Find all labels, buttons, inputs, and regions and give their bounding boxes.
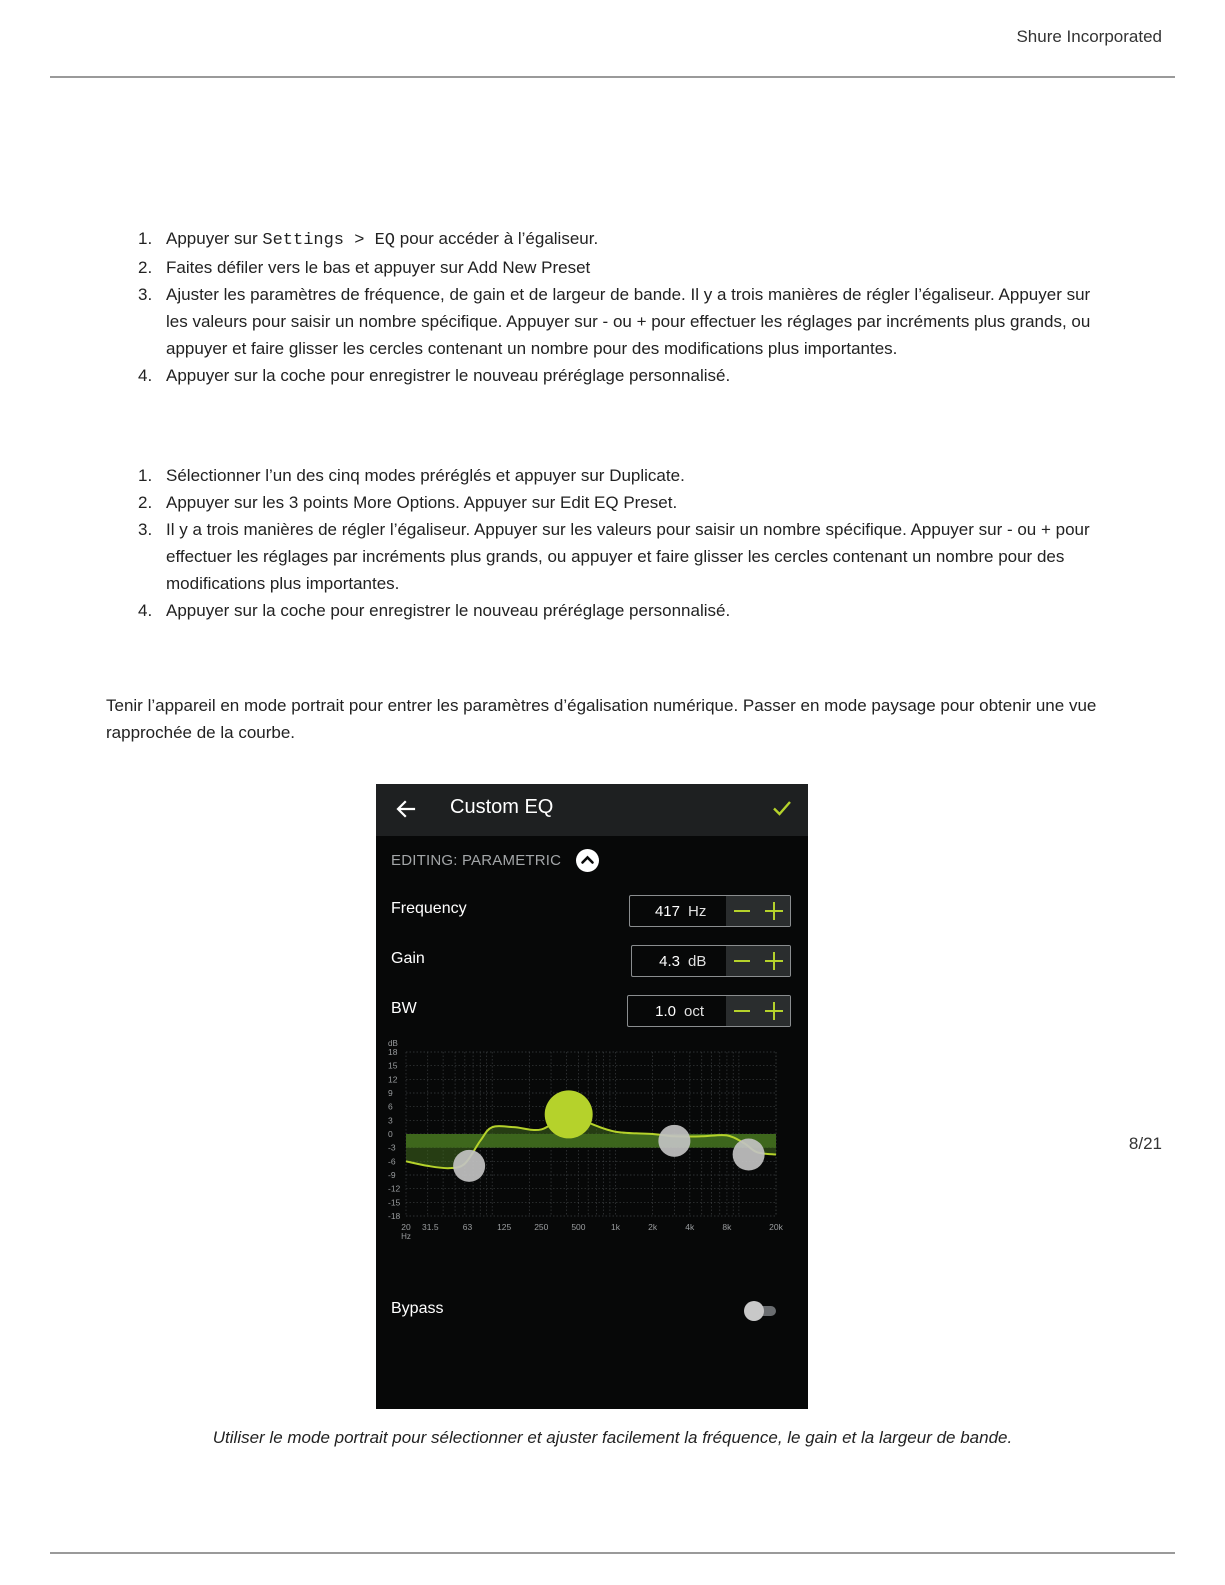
x-tick-label: 125: [497, 1222, 512, 1232]
y-tick-label: 18: [388, 1047, 398, 1057]
footer-rule: [50, 1552, 1175, 1554]
frequency-input[interactable]: 417: [654, 902, 680, 920]
bandwidth-input[interactable]: 1.0: [655, 1002, 676, 1020]
eq-curve-chart[interactable]: [376, 1036, 808, 1256]
y-tick-label: -12: [388, 1183, 401, 1194]
y-tick-label: -9: [388, 1170, 396, 1180]
minus-icon[interactable]: [726, 896, 758, 926]
step-text: Appuyer sur les 3 points More Options. Appuyer sur Edit EQ Preset.: [166, 493, 678, 512]
x-tick-label: 8k: [722, 1222, 732, 1232]
frequency-unit: Hz: [688, 902, 707, 920]
plus-icon[interactable]: [758, 996, 790, 1026]
list-item: [126, 362, 1116, 389]
y-tick-label: 15: [388, 1060, 398, 1071]
menu-path-code: Settings > EQ: [262, 231, 396, 250]
chevron-up-icon[interactable]: [576, 849, 599, 872]
y-tick-label: -6: [388, 1156, 396, 1167]
editing-mode-label: EDITING: PARAMETRIC: [391, 852, 562, 869]
step-text: pour accéder à l’égaliseur.: [395, 229, 599, 248]
add-preset-steps: [126, 225, 1116, 389]
plus-icon[interactable]: [758, 946, 790, 976]
screen-title: Custom EQ: [450, 796, 554, 818]
list-item: [126, 462, 1116, 489]
header-rule: [50, 76, 1175, 78]
y-tick-label: -18: [388, 1211, 401, 1221]
list-number: 3.: [138, 520, 153, 539]
y-tick-label: 6: [388, 1101, 393, 1112]
x-tick-label: 2k: [648, 1222, 658, 1232]
step-text: Appuyer sur la coche pour enregistrer le nouveau préréglage personnalisé.: [166, 366, 731, 385]
x-tick-label: 31.5: [422, 1222, 439, 1232]
intro-paragraph: Tenir l’appareil en mode portrait pour entrer les paramètres d’égalisation numérique. Passer en mode paysage pour obtenir une vue rapprochée de la courbe.: [106, 696, 1097, 742]
frequency-stepper: [629, 895, 791, 927]
eq-handle[interactable]: [733, 1139, 765, 1171]
list-number: 3.: [138, 285, 153, 304]
app-toolbar: [376, 784, 808, 836]
x-tick-label: 20: [401, 1222, 411, 1232]
list-number: 2.: [138, 258, 153, 277]
gain-label: Gain: [391, 950, 425, 967]
y-tick-label: -3: [388, 1142, 396, 1153]
x-tick-label: 63: [462, 1222, 473, 1232]
bandwidth-label: BW: [391, 1000, 417, 1017]
list-number: 4.: [138, 601, 153, 620]
list-number: 2.: [138, 493, 153, 512]
list-item: [126, 516, 1116, 597]
list-item: [126, 281, 1116, 362]
x-tick-label: 1k: [611, 1222, 621, 1232]
list-item: [126, 254, 1116, 281]
y-tick-label: 0: [388, 1129, 393, 1139]
x-tick-label: 250: [534, 1222, 549, 1232]
list-number: 1.: [138, 466, 153, 485]
eq-handle[interactable]: [453, 1150, 485, 1182]
step-text: Appuyer sur la coche pour enregistrer le nouveau préréglage personnalisé.: [166, 601, 731, 620]
minus-icon[interactable]: [726, 996, 758, 1026]
app-screenshot: [376, 784, 808, 1409]
bandwidth-stepper: [627, 995, 791, 1027]
gain-stepper: [631, 945, 791, 977]
bandwidth-unit: oct: [684, 1002, 705, 1020]
x-tick-label: 20k: [769, 1222, 783, 1232]
step-text: Ajuster les paramètres de fréquence, de gain et de largeur de bande. Il y a trois manières de régler l’égaliseur. Appuyer sur les valeurs pour saisir un nombre spécifique. Appuyer sur - ou + pour effectuer les réglages par incréments plus grands, ou appuyer et faire glisser les cercles contenant un nombre pour des modifications plus importantes.: [166, 285, 1091, 358]
gain-input[interactable]: 4.3: [659, 952, 680, 970]
y-tick-label: 3: [388, 1115, 393, 1126]
x-tick-label: 500: [571, 1222, 586, 1232]
toggle-thumb: [744, 1301, 764, 1321]
arrow-left-icon[interactable]: [394, 797, 418, 821]
figure-caption: Utiliser le mode portrait pour sélectionner et ajuster facilement la fréquence, le gain et la largeur de bande.: [212, 1428, 1013, 1447]
checkmark-icon[interactable]: [770, 796, 794, 820]
list-item: [126, 489, 1116, 516]
x-tick-label: 4k: [685, 1222, 695, 1232]
y-unit-label: dB: [388, 1039, 398, 1048]
eq-handle-active[interactable]: [545, 1090, 593, 1138]
step-text: Faites défiler vers le bas et appuyer sur Add New Preset: [166, 258, 591, 277]
page-number: 8/21: [1128, 1134, 1162, 1153]
y-tick-label: 12: [388, 1074, 398, 1085]
y-tick-label: -15: [388, 1197, 401, 1208]
list-item: [126, 597, 1116, 624]
bypass-label: Bypass: [391, 1300, 444, 1317]
y-tick-label: 9: [388, 1088, 393, 1098]
plus-icon[interactable]: [758, 896, 790, 926]
header-brand: Shure Incorporated: [1016, 27, 1162, 46]
list-number: 1.: [138, 229, 153, 248]
duplicate-preset-steps: [126, 462, 1116, 624]
step-text: Il y a trois manières de régler l’égaliseur. Appuyer sur les valeurs pour saisir un nombre spécifique. Appuyer sur - ou + pour effectuer les réglages par incréments plus grands, ou appuyer et faire glisser les cercles contenant un nombre pour des modifications plus importantes.: [166, 520, 1090, 593]
step-text: Sélectionner l’un des cinq modes préréglés et appuyer sur Duplicate.: [166, 466, 685, 485]
list-number: 4.: [138, 366, 153, 385]
gain-unit: dB: [688, 952, 707, 970]
list-item: [126, 225, 1116, 254]
x-unit-label: Hz: [401, 1232, 411, 1241]
frequency-label: Frequency: [391, 900, 467, 917]
minus-icon[interactable]: [726, 946, 758, 976]
step-text: Appuyer sur: [166, 229, 263, 248]
bypass-toggle[interactable]: [744, 1301, 776, 1321]
eq-handle[interactable]: [658, 1125, 690, 1157]
